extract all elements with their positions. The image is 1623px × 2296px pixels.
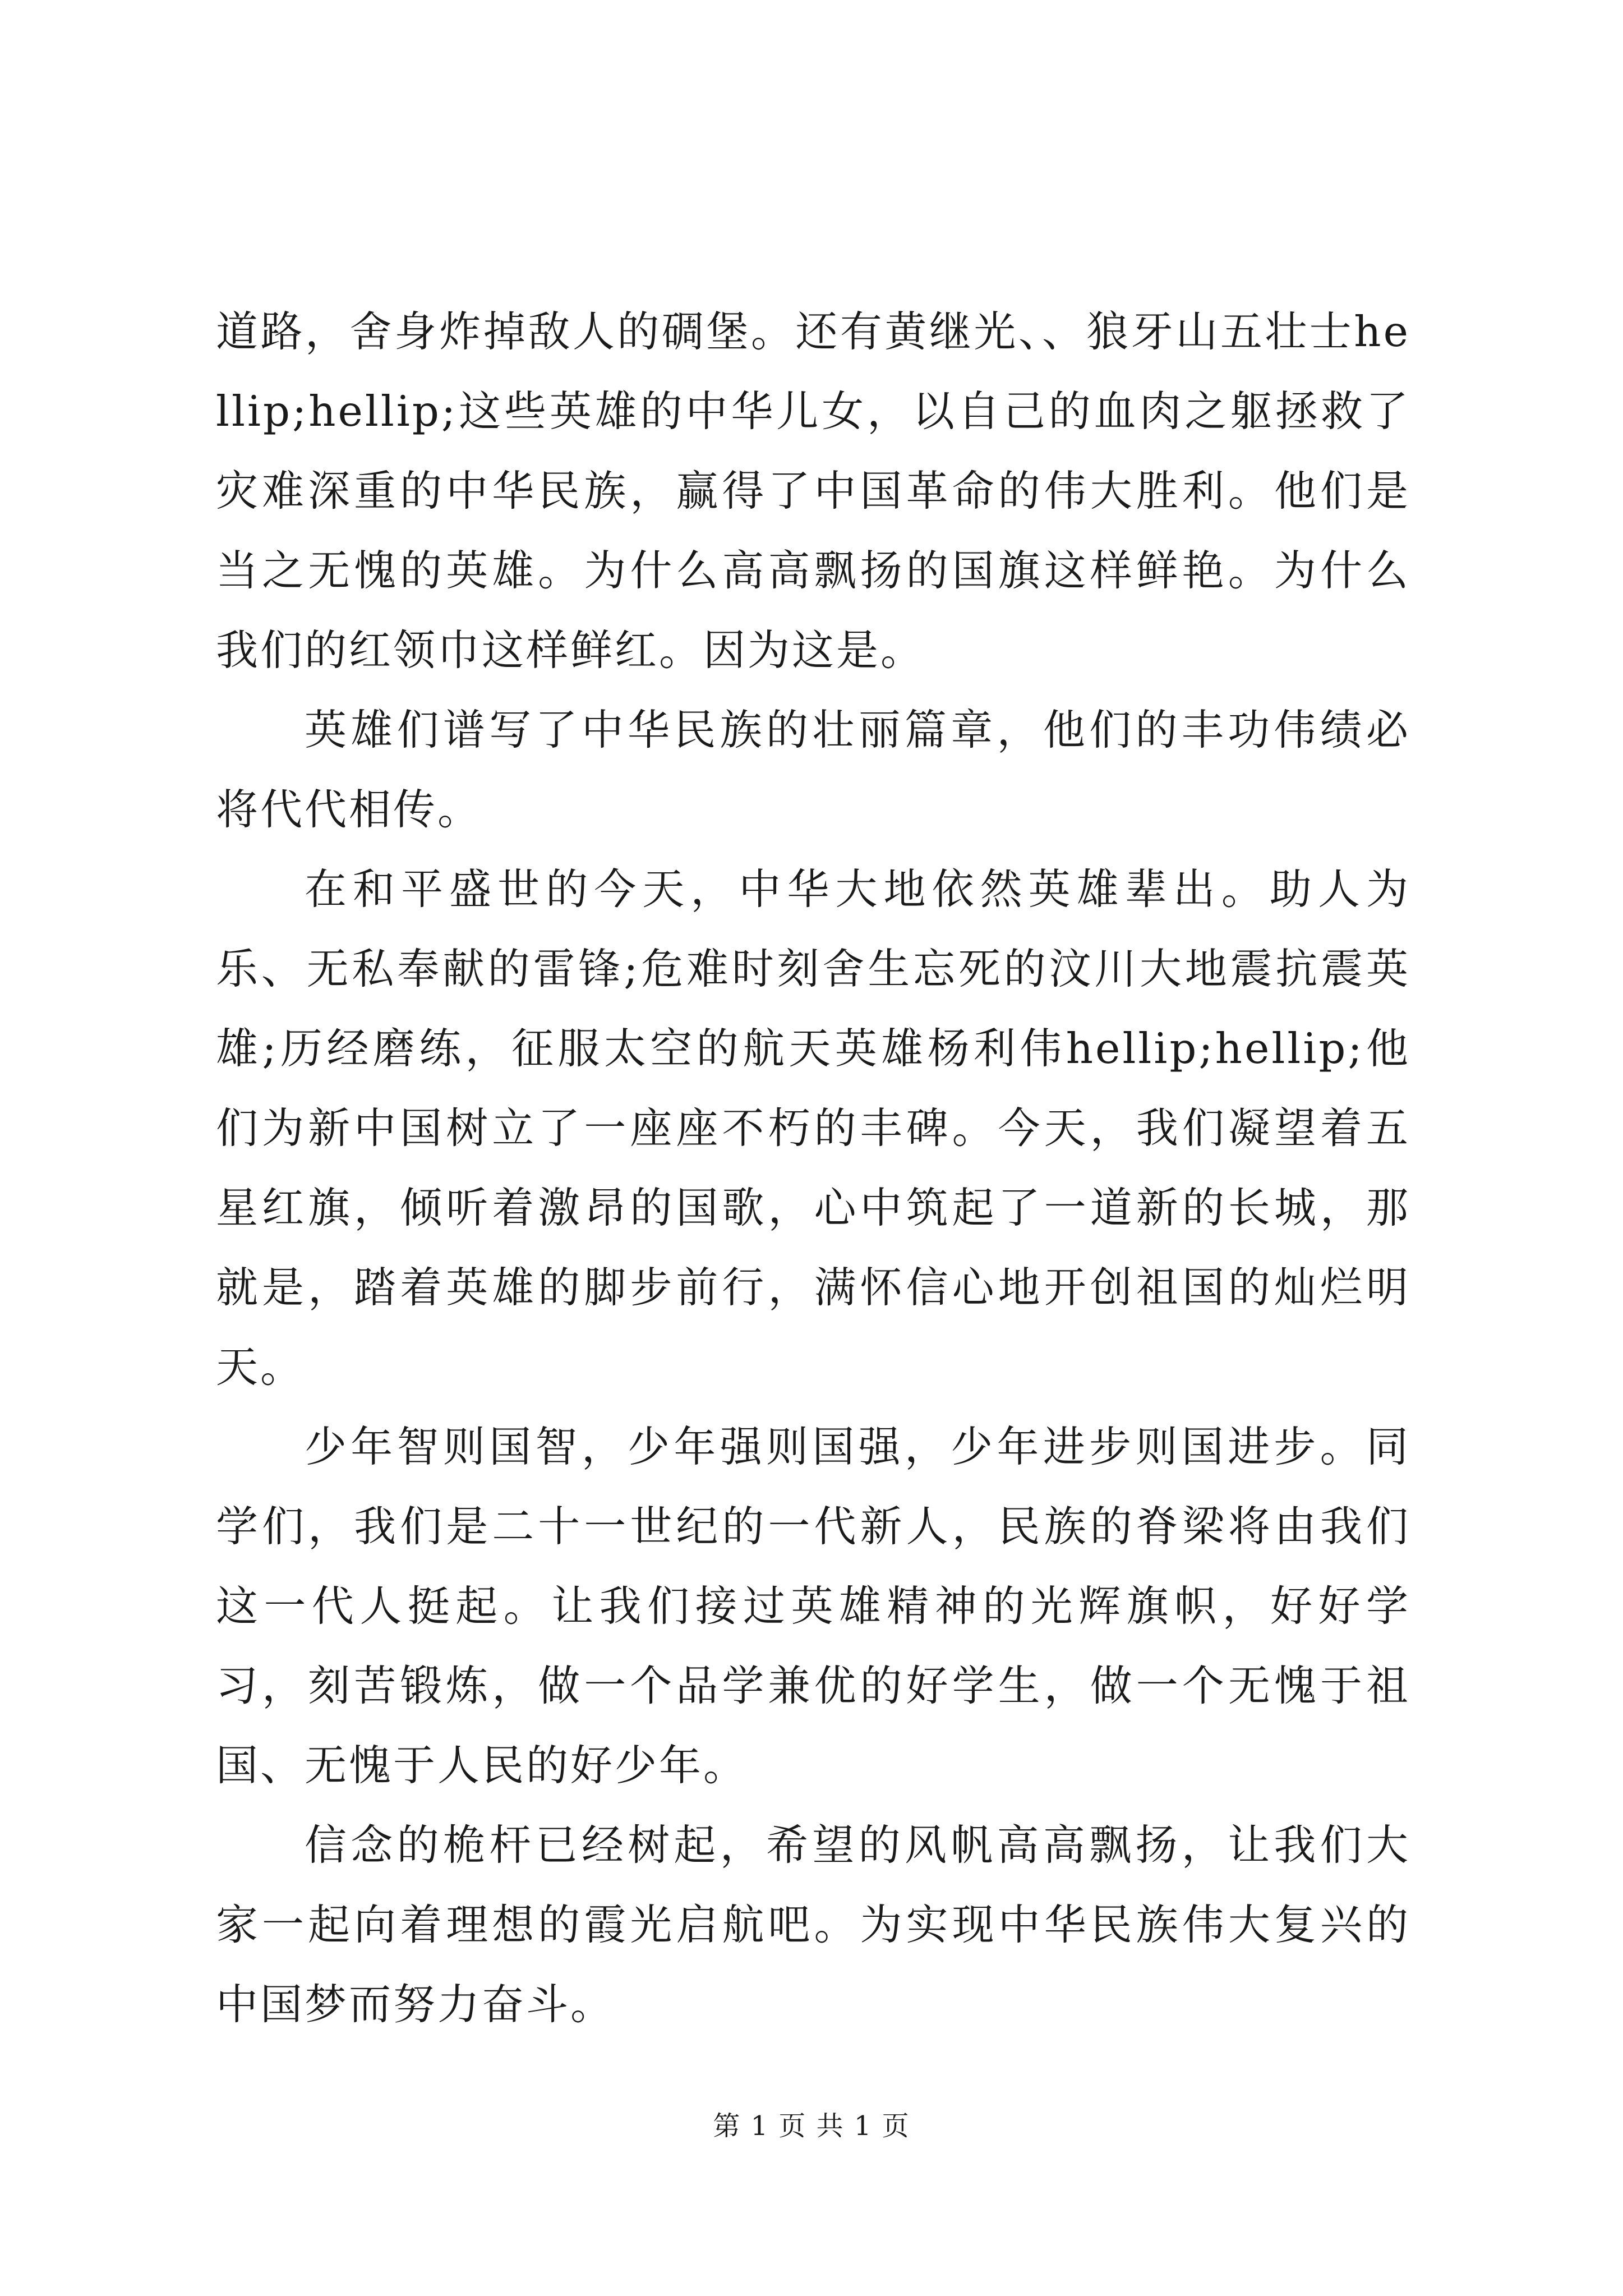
paragraph-2: 英雄们谱写了中华民族的壮丽篇章，他们的丰功伟绩必将代代相传。 bbox=[216, 705, 1410, 834]
paragraph-1: 道路，舍身炸掉敌人的碉堡。还有黄继光、、狼牙山五壮士hellip;hellip;这些英雄的中华儿女，以自己的血肉之躯拯救了灾难深重的中华民族，赢得了中国革命的伟大胜利。他们是当之无愧的英雄。为什么高高飘扬的国旗这样鲜艳。为什么我们的红领巾这样鲜红。因为这是。 bbox=[216, 307, 1410, 675]
paragraph-3: 在和平盛世的今天，中华大地依然英雄辈出。助人为乐、无私奉献的雷锋;危难时刻舍生忘死的汶川大地震抗震英雄;历经磨练，征服太空的航天英雄杨利伟hellip;hellip;他们为新中国树立了一座座不朽的丰碑。今天，我们凝望着五星红旗，倾听着激昂的国歌，心中筑起了一道新的长城，那就是，踏着英雄的脚步前行，满怀信心地开创祖国的灿烂明天。 bbox=[216, 864, 1410, 1392]
paragraph-5: 信念的桅杆已经树起，希望的风帆高高飘扬，让我们大家一起向着理想的霞光启航吧。为实现中华民族伟大复兴的中国梦而努力奋斗。 bbox=[216, 1820, 1410, 2029]
document-body bbox=[216, 292, 1410, 2044]
page-number-footer: 第 1 页 共 1 页 bbox=[713, 2110, 910, 2142]
paragraph-4: 少年智则国智，少年强则国强，少年进步则国进步。同学们，我们是二十一世纪的一代新人，民族的脊梁将由我们这一代人挺起。让我们接过英雄精神的光辉旗帜，好好学习，刻苦锻炼，做一个品学兼优的好学生，做一个无愧于祖国、无愧于人民的好少年。 bbox=[216, 1422, 1410, 1790]
